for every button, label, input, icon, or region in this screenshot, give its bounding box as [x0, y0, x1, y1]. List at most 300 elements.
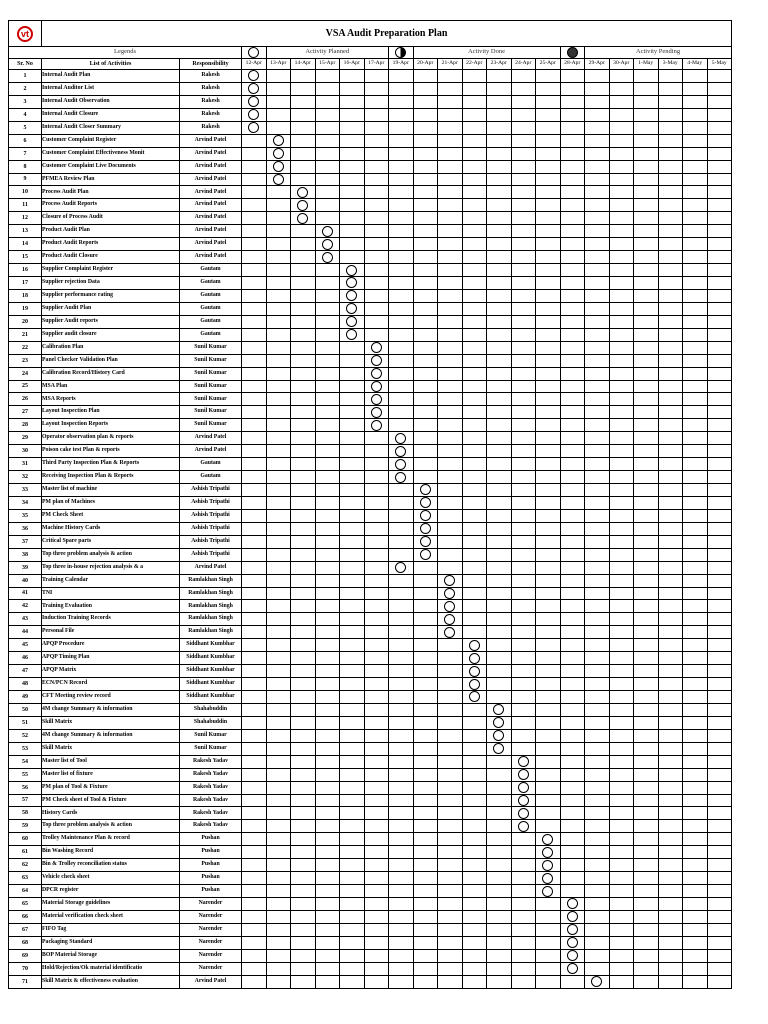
schedule-cell — [413, 341, 438, 354]
schedule-cell — [389, 678, 414, 691]
schedule-cell — [315, 121, 340, 134]
schedule-cell — [462, 859, 487, 872]
schedule-cell — [609, 432, 634, 445]
schedule-cell — [315, 328, 340, 341]
sr-no-cell: 20 — [9, 315, 42, 328]
schedule-cell — [413, 729, 438, 742]
schedule-cell — [536, 225, 561, 238]
schedule-cell — [585, 238, 610, 251]
schedule-cell — [487, 238, 512, 251]
schedule-cell — [609, 147, 634, 160]
schedule-cell — [487, 134, 512, 147]
planned-circle-icon — [444, 614, 455, 625]
date-header: 28-Apr — [560, 59, 585, 70]
schedule-cell — [658, 820, 683, 833]
schedule-cell — [462, 794, 487, 807]
schedule-cell — [683, 923, 708, 936]
schedule-cell — [634, 419, 659, 432]
schedule-cell — [585, 535, 610, 548]
schedule-cell — [438, 315, 463, 328]
responsibility-cell: Rakesh Yadav — [180, 794, 242, 807]
schedule-cell — [683, 406, 708, 419]
schedule-cell — [462, 626, 487, 639]
activity-cell: Bin & Trolley reconciliation status — [42, 859, 180, 872]
table-row — [9, 471, 732, 484]
schedule-cell — [585, 328, 610, 341]
schedule-cell — [560, 923, 585, 936]
schedule-cell — [511, 678, 536, 691]
header-sr-no: Sr. No — [9, 59, 42, 70]
schedule-cell — [536, 923, 561, 936]
schedule-cell — [413, 600, 438, 613]
schedule-cell — [707, 277, 732, 290]
schedule-cell — [462, 652, 487, 665]
schedule-cell — [413, 432, 438, 445]
schedule-cell — [609, 923, 634, 936]
schedule-cell — [536, 574, 561, 587]
schedule-cell — [340, 419, 365, 432]
schedule-cell — [291, 716, 316, 729]
activity-cell: Internal Audit Plan — [42, 70, 180, 83]
schedule-cell — [634, 535, 659, 548]
table-row — [9, 212, 732, 225]
activity-cell: PM Check Sheet — [42, 509, 180, 522]
schedule-cell — [536, 691, 561, 704]
schedule-cell — [340, 341, 365, 354]
schedule-cell — [389, 846, 414, 859]
sr-no-cell: 33 — [9, 484, 42, 497]
schedule-cell — [707, 872, 732, 885]
responsibility-cell: Gautam — [180, 264, 242, 277]
schedule-cell — [487, 70, 512, 83]
schedule-cell — [462, 95, 487, 108]
schedule-cell — [487, 807, 512, 820]
planned-circle-icon — [371, 368, 382, 379]
schedule-cell — [585, 587, 610, 600]
schedule-cell — [315, 949, 340, 962]
planned-circle-icon — [542, 860, 553, 871]
schedule-cell — [340, 898, 365, 911]
schedule-cell — [266, 225, 291, 238]
schedule-cell — [266, 794, 291, 807]
schedule-cell — [511, 108, 536, 121]
schedule-cell — [413, 885, 438, 898]
schedule-cell — [511, 509, 536, 522]
schedule-cell — [266, 173, 291, 186]
schedule-cell — [389, 367, 414, 380]
schedule-cell — [242, 277, 267, 290]
table-row — [9, 277, 732, 290]
schedule-cell — [340, 302, 365, 315]
schedule-cell — [438, 910, 463, 923]
schedule-cell — [658, 432, 683, 445]
schedule-cell — [658, 768, 683, 781]
schedule-cell — [585, 859, 610, 872]
schedule-cell — [462, 458, 487, 471]
schedule-cell — [315, 445, 340, 458]
schedule-cell — [340, 199, 365, 212]
responsibility-cell: Arvind Patel — [180, 238, 242, 251]
schedule-cell — [413, 354, 438, 367]
sr-no-cell: 28 — [9, 419, 42, 432]
activity-cell: Hold/Rejection/Ok material identificatio — [42, 962, 180, 975]
schedule-cell — [315, 742, 340, 755]
table-row — [9, 665, 732, 678]
schedule-cell — [242, 367, 267, 380]
done-half-circle-icon — [395, 47, 406, 58]
responsibility-cell: Gautam — [180, 328, 242, 341]
schedule-cell — [291, 471, 316, 484]
planned-circle-icon — [273, 135, 284, 146]
schedule-cell — [658, 147, 683, 160]
schedule-cell — [609, 548, 634, 561]
schedule-cell — [487, 264, 512, 277]
schedule-cell — [242, 742, 267, 755]
schedule-cell — [364, 302, 389, 315]
schedule-cell — [609, 264, 634, 277]
schedule-cell — [609, 678, 634, 691]
planned-circle-icon — [518, 782, 529, 793]
schedule-cell — [315, 212, 340, 225]
schedule-cell — [683, 936, 708, 949]
schedule-cell — [266, 833, 291, 846]
schedule-cell — [266, 768, 291, 781]
table-row — [9, 70, 732, 83]
planned-circle-icon — [371, 355, 382, 366]
schedule-cell — [560, 302, 585, 315]
planned-circle-icon — [273, 174, 284, 185]
schedule-cell — [585, 70, 610, 83]
schedule-cell — [683, 794, 708, 807]
schedule-cell — [389, 134, 414, 147]
schedule-cell — [389, 768, 414, 781]
schedule-cell — [364, 535, 389, 548]
schedule-cell — [585, 393, 610, 406]
planned-circle-icon — [248, 70, 259, 81]
sr-no-cell: 56 — [9, 781, 42, 794]
activity-cell: Poison cake test Plan & reports — [42, 445, 180, 458]
schedule-cell — [634, 328, 659, 341]
schedule-cell — [658, 975, 683, 988]
schedule-cell — [266, 872, 291, 885]
schedule-cell — [707, 471, 732, 484]
schedule-cell — [315, 807, 340, 820]
schedule-cell — [389, 225, 414, 238]
schedule-cell — [585, 755, 610, 768]
schedule-cell — [511, 212, 536, 225]
schedule-cell — [658, 962, 683, 975]
schedule-cell — [634, 936, 659, 949]
sr-no-cell: 35 — [9, 509, 42, 522]
schedule-cell — [487, 212, 512, 225]
schedule-cell — [413, 807, 438, 820]
schedule-cell — [266, 652, 291, 665]
schedule-cell — [462, 923, 487, 936]
schedule-cell — [242, 639, 267, 652]
schedule-cell — [364, 729, 389, 742]
table-row — [9, 820, 732, 833]
schedule-cell — [683, 768, 708, 781]
schedule-cell — [438, 781, 463, 794]
schedule-cell — [315, 302, 340, 315]
schedule-cell — [585, 742, 610, 755]
schedule-cell — [291, 70, 316, 83]
activity-cell: Master list of Tool — [42, 755, 180, 768]
sr-no-cell: 51 — [9, 716, 42, 729]
schedule-cell — [389, 186, 414, 199]
schedule-cell — [634, 199, 659, 212]
schedule-cell — [683, 755, 708, 768]
activity-cell: History Cards — [42, 807, 180, 820]
schedule-cell — [389, 716, 414, 729]
schedule-cell — [291, 807, 316, 820]
schedule-cell — [364, 716, 389, 729]
schedule-cell — [609, 755, 634, 768]
responsibility-cell: Arvind Patel — [180, 147, 242, 160]
sr-no-cell: 10 — [9, 186, 42, 199]
schedule-cell — [634, 522, 659, 535]
schedule-cell — [242, 820, 267, 833]
schedule-cell — [266, 755, 291, 768]
planned-circle-icon — [420, 484, 431, 495]
schedule-cell — [707, 367, 732, 380]
planned-circle-icon — [346, 290, 357, 301]
table-row — [9, 833, 732, 846]
schedule-cell — [658, 742, 683, 755]
schedule-cell — [560, 445, 585, 458]
schedule-cell — [634, 755, 659, 768]
schedule-cell — [438, 225, 463, 238]
schedule-cell — [242, 885, 267, 898]
schedule-cell — [487, 147, 512, 160]
activity-cell: Master list of fixture — [42, 768, 180, 781]
schedule-cell — [340, 225, 365, 238]
schedule-cell — [585, 251, 610, 264]
responsibility-cell: Pushan — [180, 846, 242, 859]
schedule-cell — [242, 574, 267, 587]
schedule-cell — [536, 807, 561, 820]
table-row — [9, 121, 732, 134]
schedule-cell — [609, 768, 634, 781]
schedule-cell — [585, 639, 610, 652]
responsibility-cell: Narender — [180, 910, 242, 923]
schedule-cell — [340, 962, 365, 975]
schedule-cell — [609, 406, 634, 419]
schedule-cell — [462, 186, 487, 199]
schedule-cell — [291, 678, 316, 691]
schedule-cell — [585, 471, 610, 484]
schedule-cell — [560, 522, 585, 535]
table-row — [9, 328, 732, 341]
schedule-cell — [438, 936, 463, 949]
schedule-cell — [511, 703, 536, 716]
table-row — [9, 923, 732, 936]
schedule-cell — [364, 652, 389, 665]
schedule-cell — [658, 341, 683, 354]
activity-cell: Third Party Inspection Plan & Reports — [42, 458, 180, 471]
schedule-cell — [462, 70, 487, 83]
planned-circle-icon — [542, 847, 553, 858]
schedule-cell — [609, 859, 634, 872]
header-activity: List of Activities — [42, 59, 180, 70]
schedule-cell — [266, 859, 291, 872]
schedule-cell — [266, 561, 291, 574]
schedule-cell — [291, 277, 316, 290]
schedule-cell — [634, 225, 659, 238]
schedule-cell — [462, 574, 487, 587]
schedule-cell — [364, 755, 389, 768]
schedule-cell — [511, 445, 536, 458]
sr-no-cell: 21 — [9, 328, 42, 341]
schedule-cell — [340, 406, 365, 419]
schedule-cell — [658, 807, 683, 820]
date-header: 4-May — [683, 59, 708, 70]
schedule-cell — [560, 716, 585, 729]
schedule-cell — [364, 264, 389, 277]
schedule-cell — [462, 496, 487, 509]
schedule-cell — [364, 859, 389, 872]
schedule-cell — [487, 522, 512, 535]
schedule-cell — [364, 458, 389, 471]
schedule-cell — [364, 807, 389, 820]
schedule-cell — [609, 186, 634, 199]
schedule-cell — [462, 548, 487, 561]
schedule-cell — [315, 393, 340, 406]
activity-cell: MSA Reports — [42, 393, 180, 406]
sr-no-cell: 58 — [9, 807, 42, 820]
schedule-cell — [340, 755, 365, 768]
schedule-cell — [315, 367, 340, 380]
schedule-cell — [266, 354, 291, 367]
schedule-cell — [266, 95, 291, 108]
schedule-cell — [707, 432, 732, 445]
planned-circle-icon — [420, 523, 431, 534]
sr-no-cell: 7 — [9, 147, 42, 160]
schedule-cell — [291, 535, 316, 548]
responsibility-cell: Gautam — [180, 302, 242, 315]
planned-circle-icon — [371, 394, 382, 405]
schedule-cell — [438, 277, 463, 290]
schedule-cell — [242, 432, 267, 445]
table-row — [9, 522, 732, 535]
schedule-cell — [242, 95, 267, 108]
sr-no-cell: 30 — [9, 445, 42, 458]
schedule-cell — [242, 212, 267, 225]
schedule-cell — [560, 936, 585, 949]
schedule-cell — [413, 691, 438, 704]
schedule-cell — [683, 484, 708, 497]
table-row — [9, 496, 732, 509]
responsibility-cell: Narender — [180, 949, 242, 962]
schedule-cell — [462, 108, 487, 121]
schedule-cell — [560, 652, 585, 665]
schedule-cell — [511, 820, 536, 833]
schedule-cell — [266, 186, 291, 199]
schedule-cell — [340, 277, 365, 290]
schedule-cell — [658, 173, 683, 186]
schedule-cell — [340, 108, 365, 121]
schedule-cell — [291, 885, 316, 898]
schedule-cell — [585, 703, 610, 716]
sr-no-cell: 67 — [9, 923, 42, 936]
schedule-cell — [658, 277, 683, 290]
schedule-cell — [585, 82, 610, 95]
schedule-cell — [487, 910, 512, 923]
schedule-cell — [462, 147, 487, 160]
schedule-cell — [438, 665, 463, 678]
responsibility-cell: Sunil Kumar — [180, 354, 242, 367]
schedule-cell — [585, 936, 610, 949]
schedule-cell — [315, 471, 340, 484]
schedule-cell — [462, 742, 487, 755]
schedule-cell — [487, 289, 512, 302]
schedule-cell — [683, 354, 708, 367]
schedule-cell — [438, 509, 463, 522]
schedule-cell — [560, 807, 585, 820]
sr-no-cell: 34 — [9, 496, 42, 509]
schedule-cell — [364, 910, 389, 923]
schedule-cell — [438, 678, 463, 691]
schedule-cell — [707, 742, 732, 755]
responsibility-cell: Siddhant Kumbhar — [180, 652, 242, 665]
table-row — [9, 341, 732, 354]
schedule-cell — [609, 341, 634, 354]
planned-circle-icon — [567, 950, 578, 961]
schedule-cell — [389, 95, 414, 108]
schedule-cell — [266, 820, 291, 833]
date-header: 20-Apr — [413, 59, 438, 70]
schedule-cell — [707, 341, 732, 354]
schedule-cell — [389, 652, 414, 665]
schedule-cell — [266, 199, 291, 212]
activity-cell: Training Calendar — [42, 574, 180, 587]
schedule-cell — [536, 251, 561, 264]
schedule-cell — [315, 613, 340, 626]
schedule-cell — [364, 484, 389, 497]
sr-no-cell: 11 — [9, 199, 42, 212]
table-row — [9, 846, 732, 859]
schedule-cell — [389, 406, 414, 419]
schedule-cell — [266, 522, 291, 535]
schedule-cell — [707, 898, 732, 911]
schedule-cell — [315, 70, 340, 83]
schedule-cell — [364, 639, 389, 652]
schedule-cell — [266, 471, 291, 484]
schedule-cell — [438, 341, 463, 354]
schedule-cell — [315, 108, 340, 121]
sr-no-cell: 41 — [9, 587, 42, 600]
schedule-cell — [634, 691, 659, 704]
schedule-cell — [340, 846, 365, 859]
responsibility-cell: Ashish Tripathi — [180, 548, 242, 561]
schedule-cell — [413, 199, 438, 212]
schedule-cell — [511, 626, 536, 639]
schedule-cell — [585, 496, 610, 509]
activity-cell: PFMEA Review Plan — [42, 173, 180, 186]
schedule-cell — [315, 251, 340, 264]
schedule-cell — [658, 251, 683, 264]
schedule-cell — [291, 432, 316, 445]
schedule-cell — [438, 898, 463, 911]
schedule-cell — [634, 742, 659, 755]
sr-no-cell: 22 — [9, 341, 42, 354]
table-row — [9, 354, 732, 367]
page-title: VSA Audit Preparation Plan — [42, 21, 732, 47]
schedule-cell — [585, 380, 610, 393]
schedule-cell — [487, 108, 512, 121]
schedule-cell — [658, 380, 683, 393]
schedule-cell — [683, 885, 708, 898]
